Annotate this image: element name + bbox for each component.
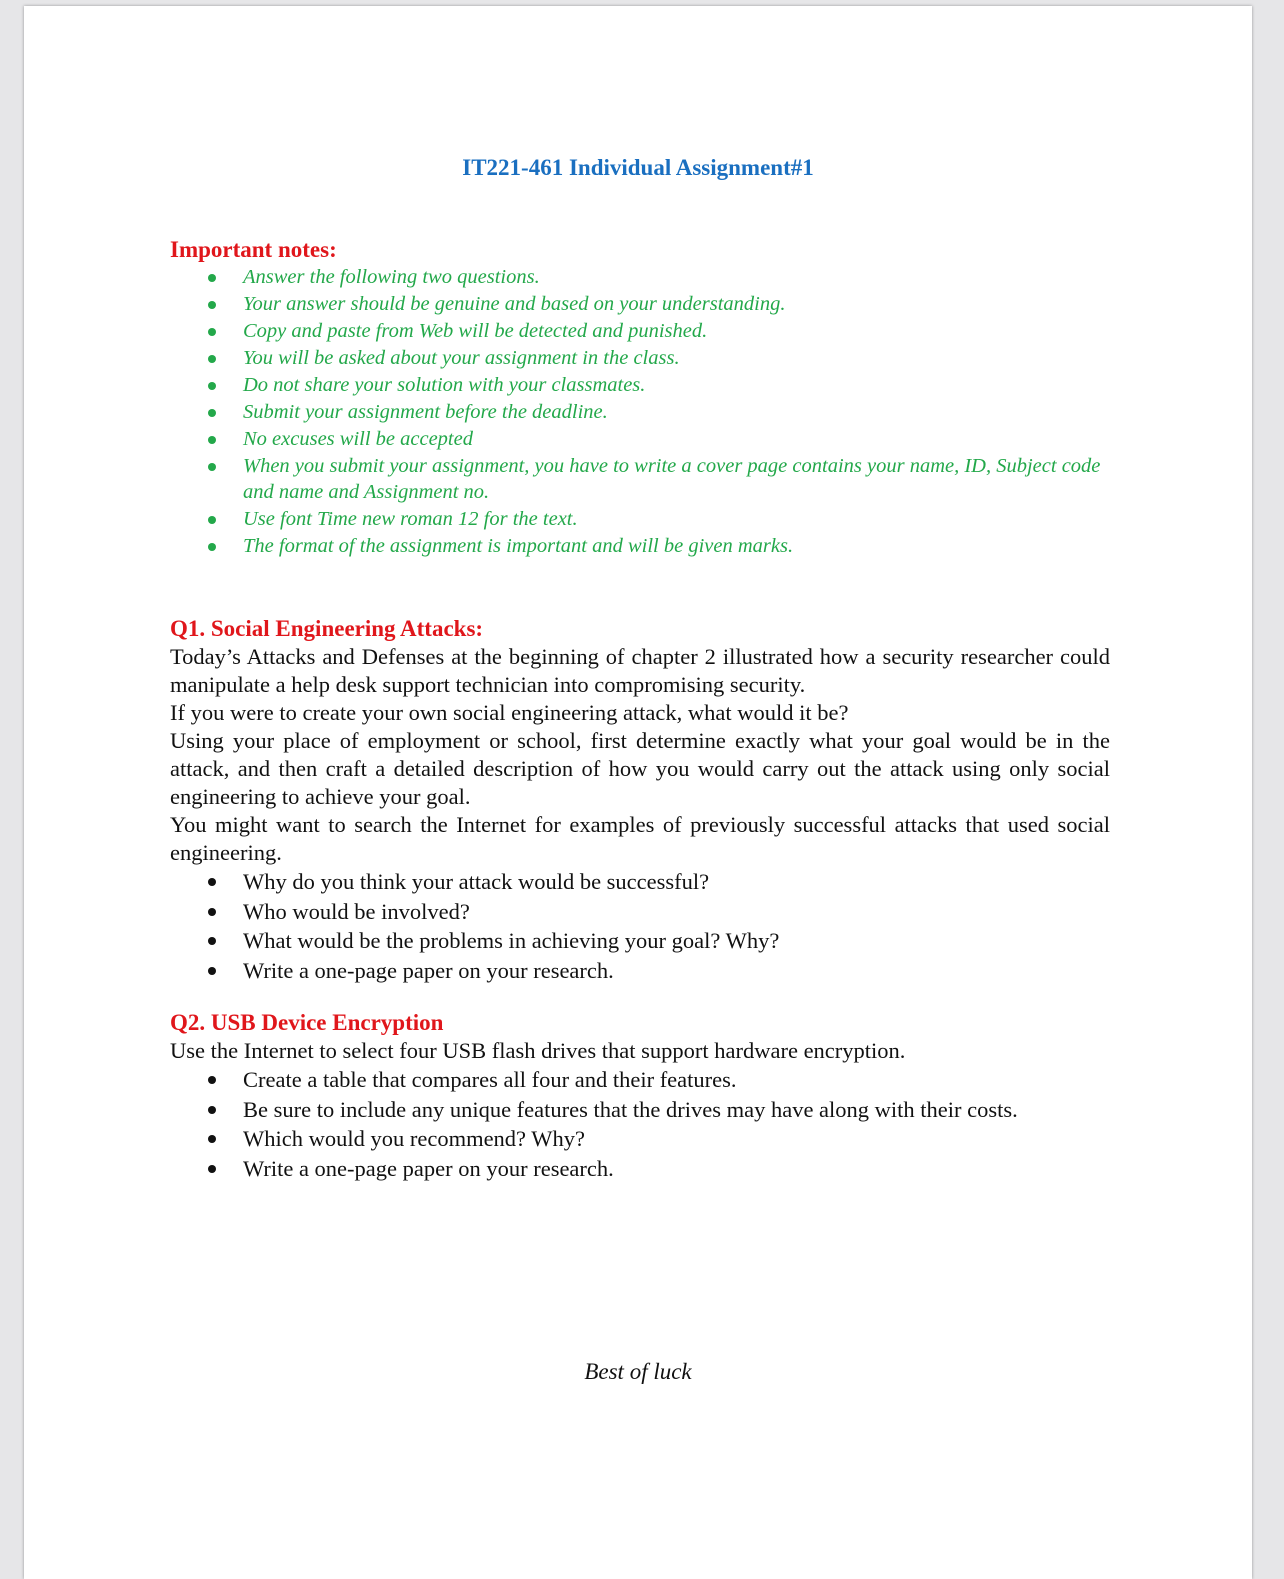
list-item — [170, 264, 1110, 290]
bullet-icon — [208, 409, 216, 417]
list-item — [170, 345, 1110, 371]
list-item-text: You will be asked about your assignment in the class. — [243, 347, 680, 369]
bullet-icon — [208, 274, 216, 282]
notes-list — [170, 264, 1110, 559]
list-item — [170, 453, 1110, 505]
q1-questions-list — [170, 867, 1110, 985]
list-item-text: Which would you recommend? Why? — [243, 1126, 585, 1151]
list-item-text: Create a table that compares all four and their features. — [243, 1067, 737, 1092]
list-item-text: No excuses will be accepted — [243, 428, 473, 450]
list-item — [170, 533, 1110, 559]
list-item-text: Copy and paste from Web will be detected and punished. — [243, 320, 708, 342]
list-item-text: When you submit your assignment, you have to write a cover page contains your name, ID, Subject code and name and Assignment no. — [243, 455, 1101, 503]
q2-body — [170, 1037, 1110, 1065]
q2-questions-list — [170, 1065, 1110, 1183]
list-item — [170, 318, 1110, 344]
bullet-icon — [208, 908, 216, 916]
q1-paragraph: Using your place of employment or school, first determine exactly what your goal would be in the attack, and then craft a detailed description of how you would carry out the attack using only social engineering to achieve your goal. — [170, 728, 1110, 809]
q1-body — [170, 643, 1110, 867]
bullet-icon — [208, 1135, 216, 1143]
bullet-icon — [208, 328, 216, 336]
bullet-icon — [208, 463, 216, 471]
bullet-icon — [208, 436, 216, 444]
list-item — [170, 1154, 1110, 1184]
list-item — [170, 1095, 1110, 1125]
important-notes-section — [170, 236, 1110, 559]
list-item — [170, 399, 1110, 425]
list-item-text: Use font Time new roman 12 for the text. — [243, 508, 578, 530]
bullet-icon — [208, 967, 216, 975]
list-item — [170, 926, 1110, 956]
list-item-text: Submit your assignment before the deadline. — [243, 401, 608, 423]
list-item — [170, 867, 1110, 897]
bullet-icon — [208, 937, 216, 945]
list-item-text: Be sure to include any unique features that the drives may have along with their costs. — [243, 1096, 1018, 1122]
q2-paragraph: Use the Internet to select four USB flash drives that support hardware encryption. — [170, 1038, 906, 1063]
list-item-text: The format of the assignment is important and will be given marks. — [243, 535, 794, 557]
q2-heading: Q2. USB Device Encryption — [170, 1010, 444, 1035]
bullet-icon — [208, 1076, 216, 1084]
list-item — [170, 372, 1110, 398]
list-item-text: Who would be involved? — [243, 898, 470, 924]
list-item-text: Write a one-page paper on your research. — [243, 957, 614, 983]
list-item — [170, 506, 1110, 532]
list-item — [170, 956, 1110, 986]
document-page — [24, 6, 1252, 1579]
list-item-text: What would be the problems in achieving your goal? Why? — [243, 928, 780, 953]
document-title: IT221-461 Individual Assignment#1 — [462, 155, 814, 180]
notes-heading: Important notes: — [170, 237, 337, 262]
q1-paragraph: Today’s Attacks and Defenses at the beginning of chapter 2 illustrated how a security researcher could manipulate a help desk support technician into compromising security. — [170, 644, 1110, 697]
list-item-text: Answer the following two questions. — [243, 266, 540, 288]
bullet-icon — [208, 878, 216, 886]
q1-paragraph: You might want to search the Internet for examples of previously successful attacks that used social engineering. — [170, 812, 1110, 865]
list-item — [170, 426, 1110, 452]
document-content — [170, 236, 1110, 1183]
bullet-icon — [208, 1165, 216, 1173]
list-item-text: Your answer should be genuine and based on your understanding. — [243, 293, 786, 315]
closing-text: Best of luck — [584, 1359, 692, 1384]
bullet-icon — [208, 1106, 216, 1114]
bullet-icon — [208, 382, 216, 390]
list-item-text: Write a one-page paper on your research. — [243, 1155, 614, 1181]
bullet-icon — [208, 355, 216, 363]
q2-section — [170, 1009, 1110, 1183]
bullet-icon — [208, 516, 216, 524]
bullet-icon — [208, 543, 216, 551]
list-item — [170, 1124, 1110, 1154]
list-item-text: Do not share your solution with your classmates. — [243, 374, 646, 396]
list-item — [170, 897, 1110, 927]
q1-heading: Q1. Social Engineering Attacks: — [170, 616, 484, 641]
list-item — [170, 291, 1110, 317]
q1-section — [170, 615, 1110, 985]
list-item — [170, 1065, 1110, 1095]
q1-paragraph: If you were to create your own social engineering attack, what would it be? — [170, 700, 849, 725]
bullet-icon — [208, 301, 216, 309]
list-item-text: Why do you think your attack would be successful? — [243, 869, 710, 894]
